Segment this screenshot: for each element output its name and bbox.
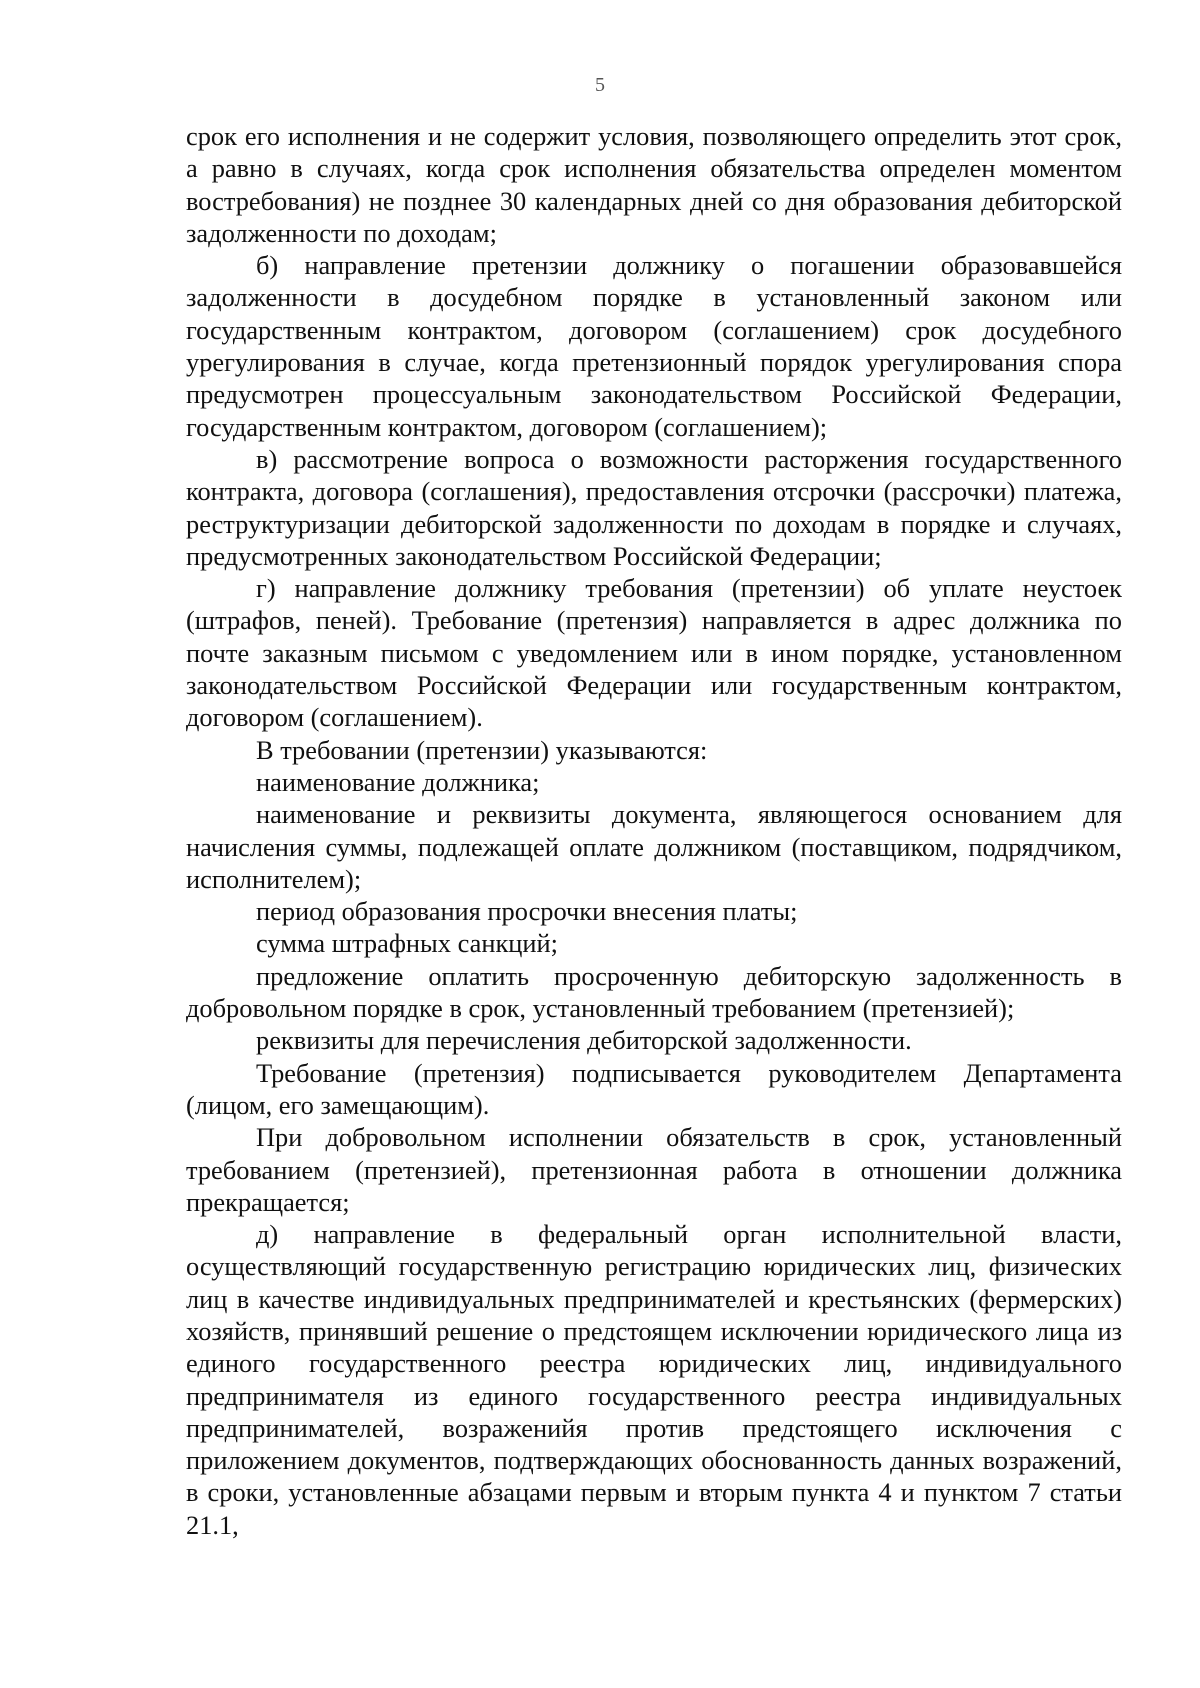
paragraph-13: При добровольном исполнении обязательств в срок, установленный требованием (претензией), претензионная работа в отношении должника прекращается; bbox=[186, 1122, 1122, 1217]
paragraph-11: реквизиты для перечисления дебиторской задолженности. bbox=[256, 1025, 912, 1056]
paragraph-2: б) направление претензии должнику о погашении образовавшейся задолженности в досудебном порядке в установленный законом или государственным контрактом, договором (соглашением) срок досудебного урегулирования в случае, когда претензионный порядок урегулирования спора предусмотрен процессуальным законодательством Российской Федерации, государственным контрактом, договором (соглашением); bbox=[186, 250, 1122, 442]
page-number: 5 bbox=[595, 74, 605, 96]
paragraph-5: В требовании (претензии) указываются: bbox=[256, 734, 708, 765]
document-body bbox=[186, 120, 1122, 1541]
paragraph-10: предложение оплатить просроченную дебиторскую задолженность в добровольном порядке в срок, установленный требованием (претензией); bbox=[186, 960, 1122, 1024]
paragraph-1: срок его исполнения и не содержит условия, позволяющего определить этот срок, а равно в случаях, когда срок исполнения обязательства определен моментом востребования) не позднее 30 календарных дней со дня образования дебиторской задолженности по доходам; bbox=[186, 121, 1122, 248]
paragraph-8: период образования просрочки внесения платы; bbox=[256, 896, 798, 927]
paragraph-14: д) направление в федеральный орган исполнительной власти, осуществляющий государственную регистрацию юридических лиц, физических лиц в качестве индивидуальных предпринимателей и крестьянских (фермерских) хозяйств, принявший решение о предстоящем исключении юридического лица из единого государственного реестра юридических лиц, индивидуального предпринимателя из единого государственного реестра индивидуальных предпринимателей, возраженийя против предстоящего исключения с приложением документов, подтверждающих обоснованность данных возражений, в сроки, установленные абзацами первым и вторым пункта 4 и пунктом 7 статьи 21.1, bbox=[186, 1219, 1122, 1540]
paragraph-7: наименование и реквизиты документа, являющегося основанием для начисления суммы, подлежащей оплате должником (поставщиком, подрядчиком, исполнителем); bbox=[186, 799, 1122, 894]
paragraph-12: Требование (претензия) подписывается руководителем Департамента (лицом, его замещающим). bbox=[186, 1057, 1122, 1120]
paragraph-6: наименование должника; bbox=[256, 766, 540, 797]
paragraph-3: в) рассмотрение вопроса о возможности расторжения государственного контракта, договора (соглашения), предоставления отсрочки (рассрочки) платежа, реструктуризации дебиторской задолженности по доходам в порядке и случаях, предусмотренных законодательством Российской Федерации; bbox=[186, 443, 1122, 571]
paragraph-4: г) направление должнику требования (претензии) об уплате неустоек (штрафов, пеней). Требование (претензия) направляется в адрес должника по почте заказным письмом с уведомлением или в ином порядке, установленном законодательством Российской Федерации или государственным контрактом, договором (соглашением). bbox=[186, 573, 1122, 733]
paragraph-9: сумма штрафных санкций; bbox=[256, 928, 558, 959]
